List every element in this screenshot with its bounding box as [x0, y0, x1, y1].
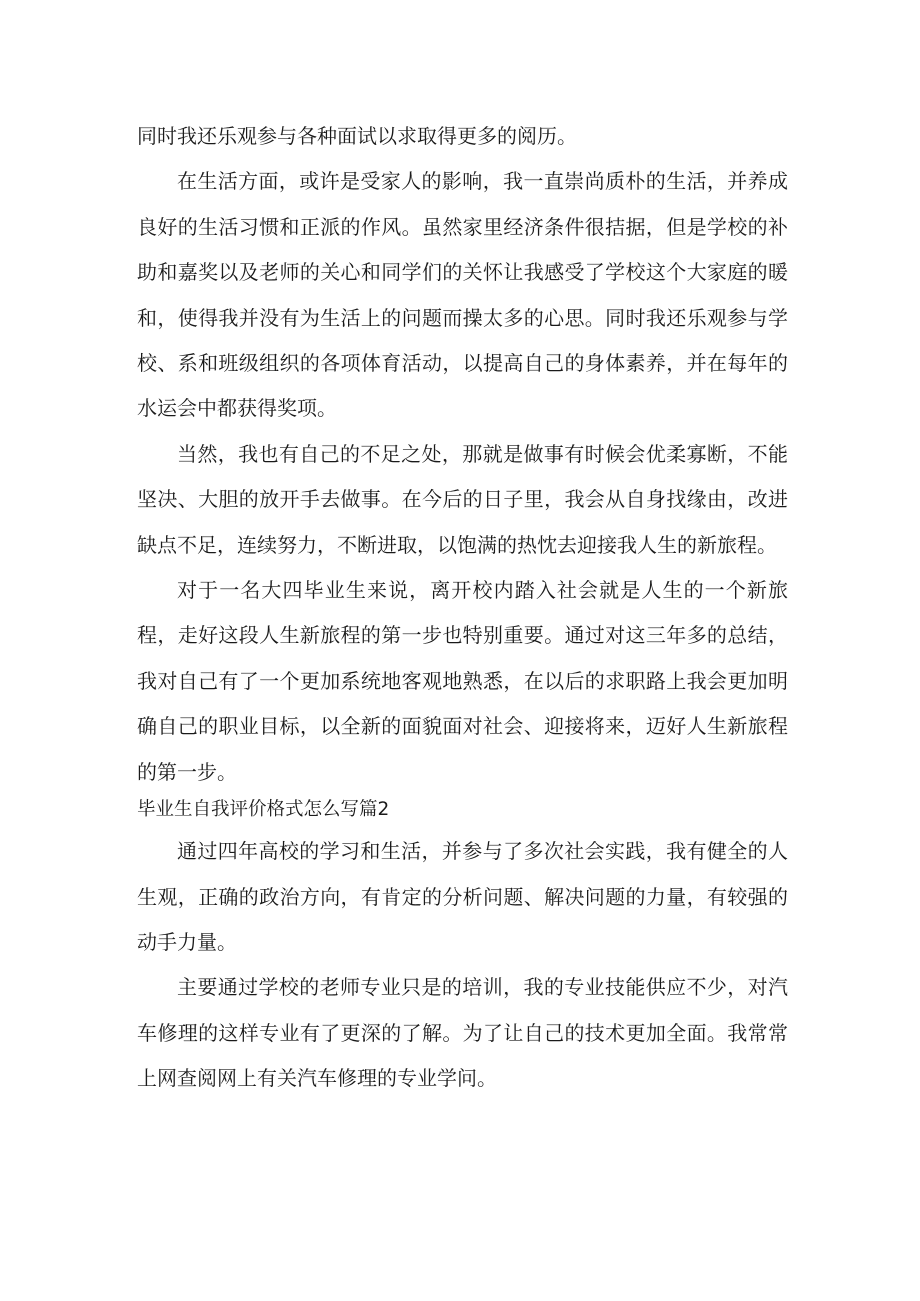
paragraph-shortcomings: 当然，我也有自己的不足之处，那就是做事有时候会优柔寡断，不能坚决、大胆的放开手去做事。在今后的日子里，我会从自身找缘由，改进缺点不足，连续努力，不断进取，以饱满的热忱去迎接我人生的新旅程。 [137, 441, 788, 557]
section-heading: 毕业生自我评价格式怎么写篇2 [137, 799, 390, 821]
paragraph-professional: 主要通过学校的老师专业只是的培训，我的专业技能供应不少，对汽车修理的这样专业有了更深的了解。为了让自己的技术更加全面。我常常上网查阅网上有关汽车修理的专业学问。 [137, 975, 788, 1091]
document-body [137, 114, 788, 1102]
paragraph-graduation: 对于一名大四毕业生来说，离开校内踏入社会就是人生的一个新旅程，走好这段人生新旅程的第一步也特别重要。通过对这三年多的总结，我对自己有了一个更加系统地客观地熟悉，在以后的求职路上我会更加明确自己的职业目标，以全新的面貌面对社会、迎接将来，迈好人生新旅程的第一步。 [137, 578, 788, 784]
paragraph-life: 在生活方面，或许是受家人的影响，我一直崇尚质朴的生活，并养成良好的生活习惯和正派的作风。虽然家里经济条件很拮据，但是学校的补助和嘉奖以及老师的关心和同学们的关怀让我感受了学校这个大家庭的暖和，使得我并没有为生活上的问题而操太多的心思。同时我还乐观参与学校、系和班级组织的各项体育活动，以提高自己的身体素养，并在每年的水运会中都获得奖项。 [137, 169, 788, 421]
paragraph-continuation: 同时我还乐观参与各种面试以求取得更多的阅历。 [137, 124, 577, 148]
paragraph-study: 通过四年高校的学习和生活，并参与了多次社会实践，我有健全的人生观，正确的政治方向，有肯定的分析问题、解决问题的力量，有较强的动手力量。 [137, 839, 788, 954]
